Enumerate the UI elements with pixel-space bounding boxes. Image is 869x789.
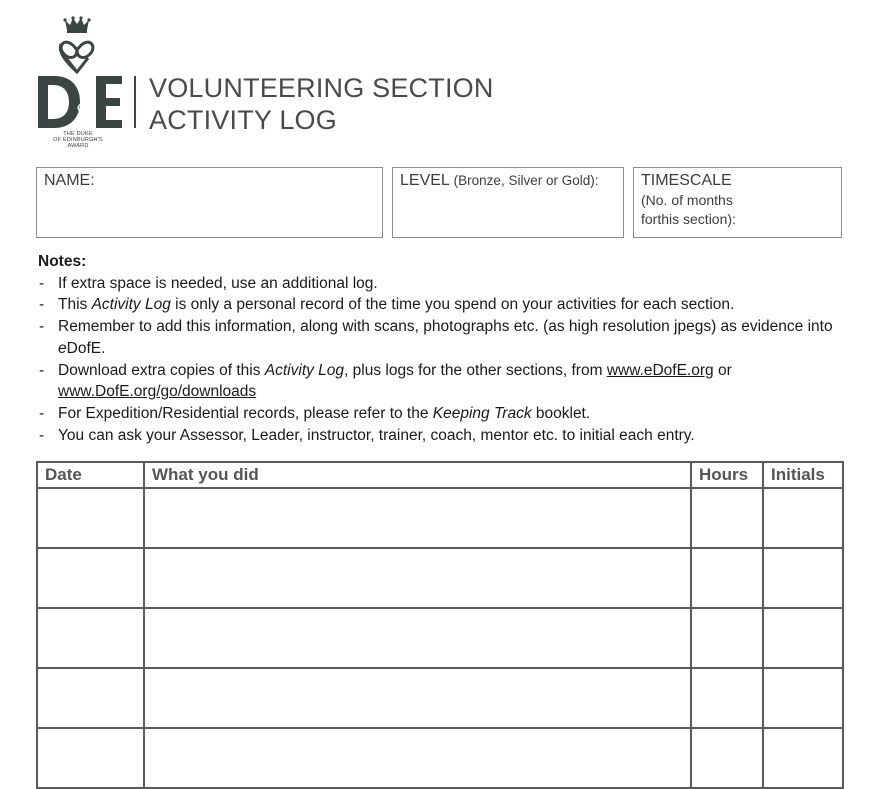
date-cell[interactable] — [37, 608, 144, 668]
note-item: - Download extra copies of this Activity Log, plus logs for the other sections, from www.eDofE.org or www.DofE.org/go/downloads — [38, 360, 838, 403]
date-cell[interactable] — [37, 488, 144, 548]
note-item: - For Expedition/Residential records, please refer to the Keeping Track booklet. — [38, 403, 838, 425]
activity-cell[interactable] — [144, 488, 691, 548]
initials-cell[interactable] — [763, 548, 843, 608]
date-cell[interactable] — [37, 548, 144, 608]
level-hint: (Bronze, Silver or Gold): — [453, 173, 599, 188]
logo-caption: THE DUKE OF EDINBURGH'S AWARD — [53, 131, 103, 150]
dofe-downloads-link[interactable]: www.DofE.org/go/downloads — [58, 383, 257, 401]
cypher-emblem — [60, 42, 93, 72]
level-label: LEVEL — [400, 172, 450, 189]
level-field[interactable] — [392, 167, 624, 238]
timescale-hint-2: forthis section): — [641, 211, 736, 227]
activity-cell[interactable] — [144, 728, 691, 788]
page-title — [149, 72, 494, 136]
note-item: - You can ask your Assessor, Leader, instructor, trainer, coach, mentor etc. to initial each entry. — [38, 425, 838, 447]
initials-cell[interactable] — [763, 728, 843, 788]
column-header-initials: Initials — [763, 462, 843, 488]
activity-cell[interactable] — [144, 548, 691, 608]
title-line-1: VOLUNTEERING SECTION — [149, 73, 494, 103]
timescale-field[interactable] — [633, 167, 842, 238]
hours-cell[interactable] — [691, 668, 763, 728]
column-header-date: Date — [37, 462, 144, 488]
hours-cell[interactable] — [691, 548, 763, 608]
edofe-link[interactable]: www.eDofE.org — [606, 361, 714, 379]
activity-cell[interactable] — [144, 668, 691, 728]
date-cell[interactable] — [37, 728, 144, 788]
crown-icon — [63, 16, 90, 33]
initials-cell[interactable] — [763, 608, 843, 668]
initials-cell[interactable] — [763, 668, 843, 728]
activity-cell[interactable] — [144, 608, 691, 668]
initials-cell[interactable] — [763, 488, 843, 548]
table-row — [37, 668, 843, 728]
notes-heading: Notes: — [38, 253, 87, 270]
table-header-row — [37, 462, 843, 488]
table-row — [37, 728, 843, 788]
note-item: - Remember to add this information, along with scans, photographs etc. (as high resolution jpegs) as evidence into eDofE. — [38, 316, 838, 359]
column-header-hours: Hours — [691, 462, 763, 488]
name-label: NAME: — [44, 172, 95, 189]
column-header-what: What you did — [144, 462, 691, 488]
name-field[interactable] — [36, 167, 383, 238]
hours-cell[interactable] — [691, 488, 763, 548]
note-item: - If extra space is needed, use an additional log. — [38, 273, 838, 295]
timescale-label: TIMESCALE — [641, 172, 732, 189]
header-divider — [134, 76, 136, 128]
hours-cell[interactable] — [691, 608, 763, 668]
table-row — [37, 488, 843, 548]
notes-list — [38, 273, 838, 447]
table-row — [37, 608, 843, 668]
of-glyph: of — [77, 98, 90, 115]
table-row — [37, 548, 843, 608]
note-item: - This Activity Log is only a personal record of the time you spend on your activities for each section. — [38, 294, 838, 316]
timescale-hint-1: (No. of months — [641, 192, 733, 208]
title-line-2: ACTIVITY LOG — [149, 105, 337, 135]
date-cell[interactable] — [37, 668, 144, 728]
notes-section — [38, 251, 838, 446]
hours-cell[interactable] — [691, 728, 763, 788]
activity-log-table — [36, 461, 844, 789]
